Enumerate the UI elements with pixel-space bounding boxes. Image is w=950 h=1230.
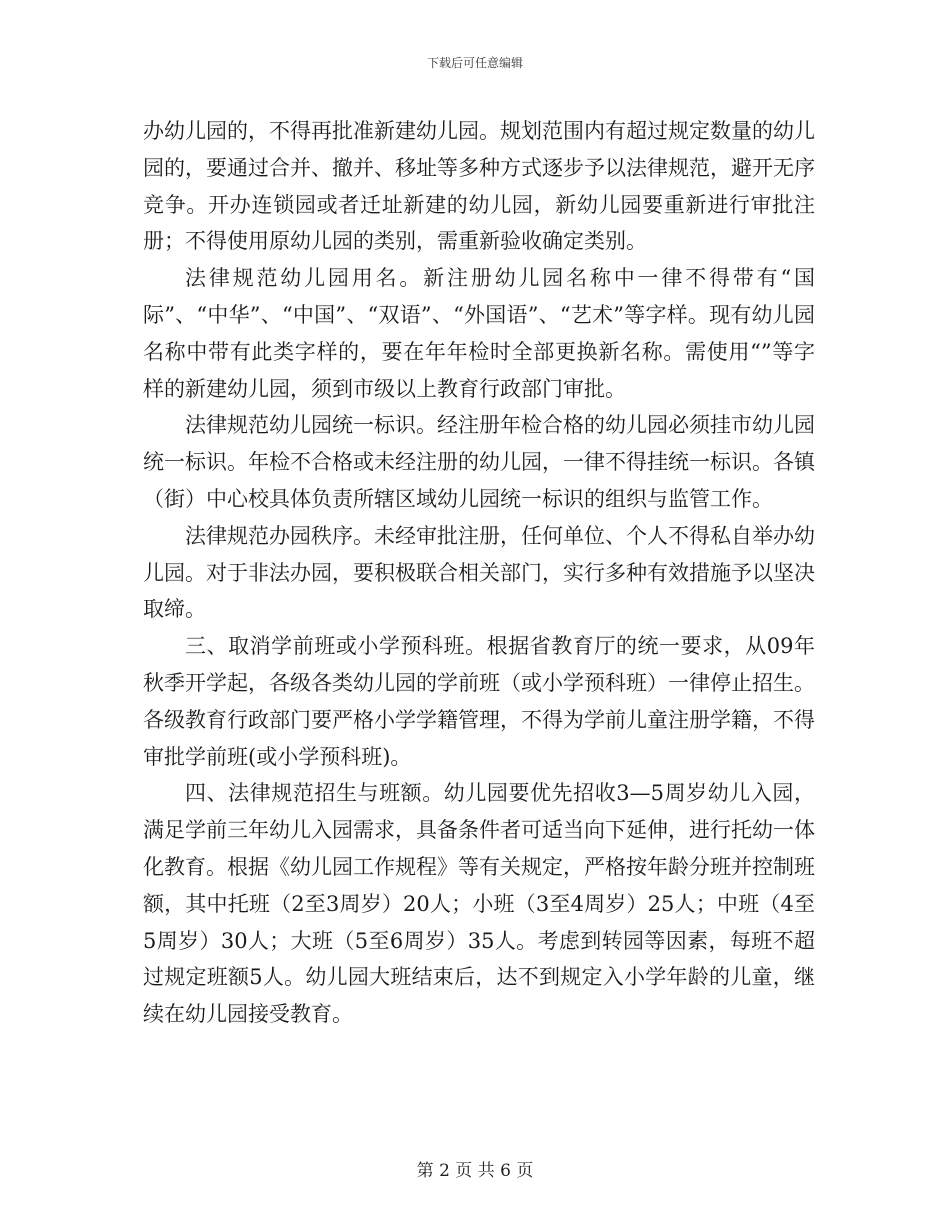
document-body: [143, 113, 815, 1033]
paragraph-section-four: 四、法律规范招生与班额。幼儿园要优先招收3—5周岁幼儿入园，满足学前三年幼儿入园需求，具备条件者可适当向下延伸，进行托幼一体化教育。根据《幼儿园工作规程》等有关规定，严格按年龄分班并控制班额，其中托班（2至3周岁）20人；小班（3至4周岁）25人；中班（4至5周岁）30人；大班（5至6周岁）35人。考虑到转园等因素，每班不超过规定班额5人。幼儿园大班结束后，达不到规定入小学年龄的儿童，继续在幼儿园接受教育。: [143, 781, 815, 1027]
paragraph-kindergarten-order: 法律规范办园秩序。未经审批注册，任何单位、个人不得私自举办幼儿园。对于非法办园，要积极联合相关部门，实行多种有效措施予以坚决取缔。: [143, 523, 815, 622]
page-number: 第 2 页 共 6 页: [416, 1161, 534, 1181]
paragraph-section-three: 三、取消学前班或小学预科班。根据省教育厅的统一要求，从09年秋季开学起，各级各类幼儿园的学前班（或小学预科班）一律停止招生。各级教育行政部门要严格小学学籍管理，不得为学前儿童注册学籍，不得审批学前班(或小学预科班)。: [143, 634, 815, 769]
paragraph-kindergarten-naming: 法律规范幼儿园用名。新注册幼儿园名称中一律不得带有“国际”、“中华”、“中国”、“双语”、“外国语”、“艺术”等字样。现有幼儿园名称中带有此类字样的，要在年年检时全部更换新名称。需使用“”等字样的新建幼儿园，须到市级以上教育行政部门审批。: [143, 266, 815, 401]
paragraph-continuation: 办幼儿园的，不得再批准新建幼儿园。规划范围内有超过规定数量的幼儿园的，要通过合并、撤并、移址等多种方式逐步予以法律规范，避开无序竞争。开办连锁园或者迁址新建的幼儿园，新幼儿园要重新进行审批注册；不得使用原幼儿园的类别，需重新验收确定类别。: [143, 119, 815, 254]
page-header: 下载后可任意编辑: [426, 56, 523, 70]
paragraph-kindergarten-logo: 法律规范幼儿园统一标识。经注册年检合格的幼儿园必须挂市幼儿园统一标识。年检不合格或未经注册的幼儿园，一律不得挂统一标识。各镇（街）中心校具体负责所辖区域幼儿园统一标识的组织与监管工作。: [143, 413, 815, 511]
